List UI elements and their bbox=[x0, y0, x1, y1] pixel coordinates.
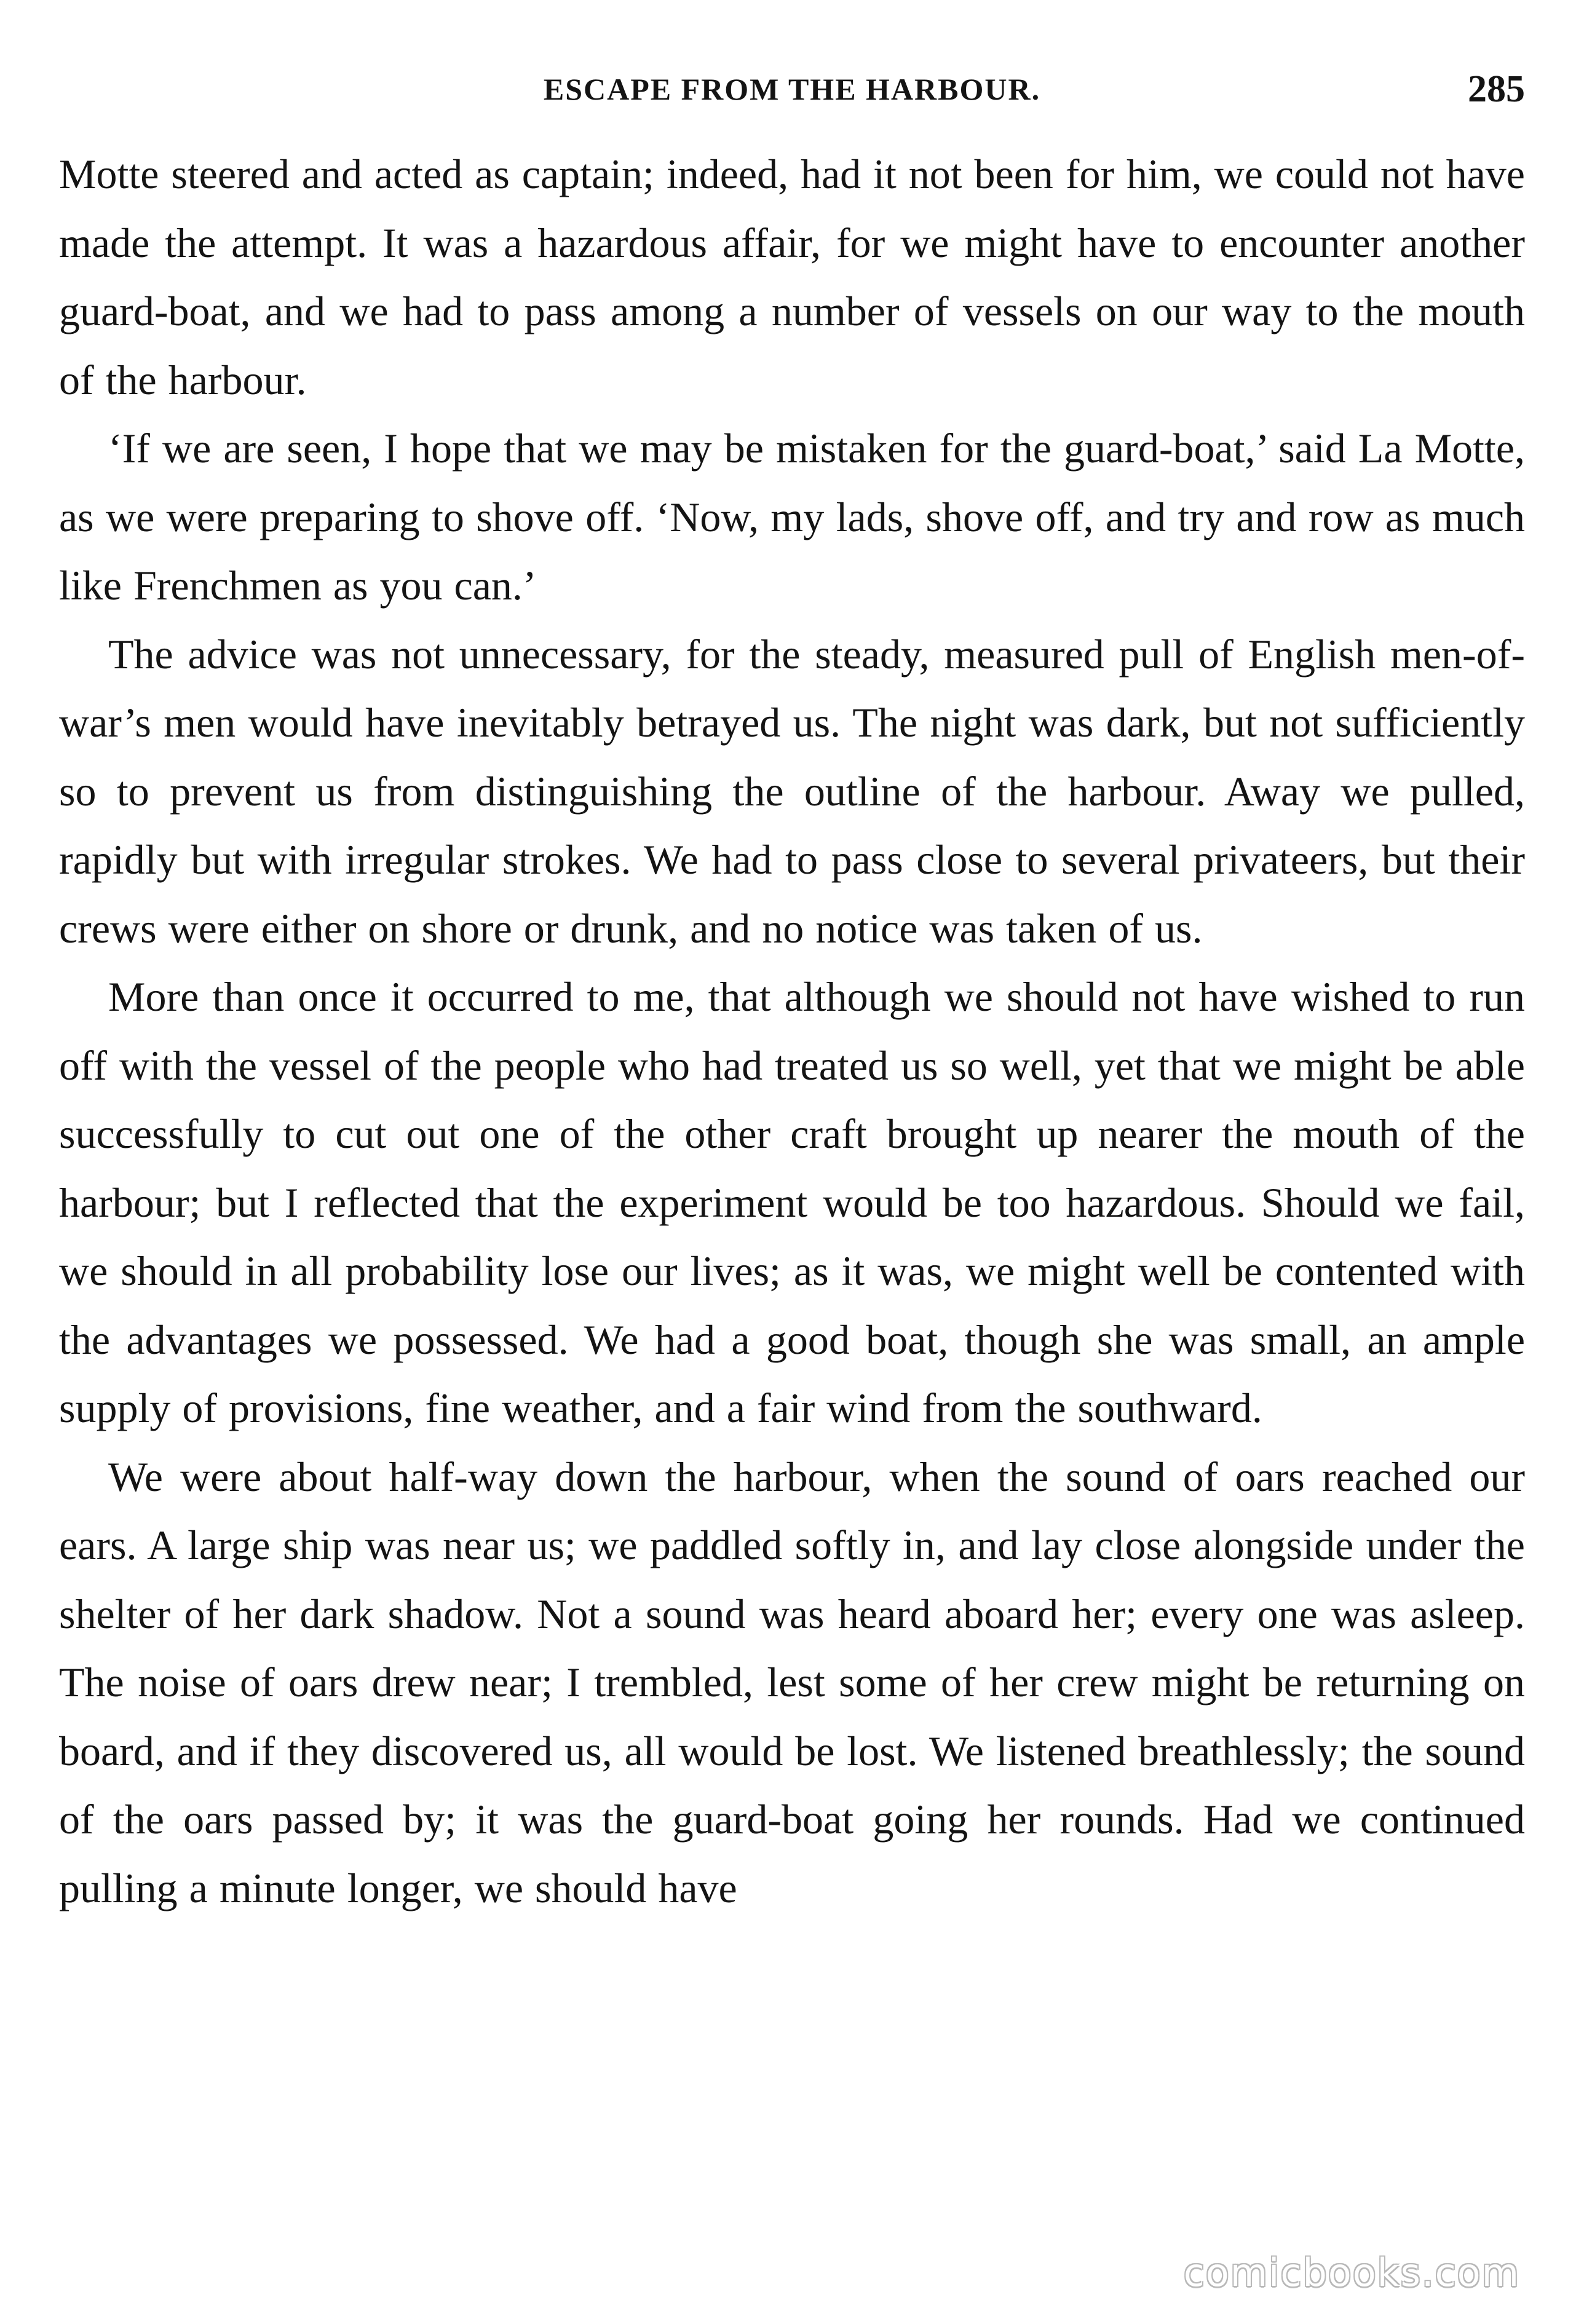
watermark: comicbooks.com bbox=[1183, 2250, 1520, 2295]
paragraph-3: The advice was not unnecessary, for the steady, measured pull of English men-of-war’s men would have inevitably betrayed us. The night was dark, but not sufficiently so to prevent us from distinguishing the outline of the harbour. Away we pulled, rapidly but with irregular strokes. We had to pass close to several privateers, but their crews were either on shore or drunk, and no notice was taken of us. bbox=[59, 630, 1525, 952]
paragraph-1: Motte steered and acted as captain; indeed, had it not been for him, we could not have made the attempt. It was a hazardous affair, for we might have to encounter another guard-boat, and we had to pass among a number of vessels on our way to the mouth of the harbour. bbox=[59, 151, 1525, 403]
paragraph-2: ‘If we are seen, I hope that we may be mistaken for the guard-boat,’ said La Motte, as we were preparing to shove off. ‘Now, my lads, shove off, and try and row as much like Frenchmen as you can.’ bbox=[59, 425, 1525, 609]
page-number: 285 bbox=[1468, 68, 1525, 110]
running-head bbox=[59, 61, 1525, 117]
body-text bbox=[59, 140, 1525, 1923]
paragraph-5: We were about half-way down the harbour, when the sound of oars reached our ears. A large ship was near us; we paddled softly in, and lay close alongside under the shelter of her dark shadow. Not a sound was heard aboard her; every one was asleep. The noise of oars drew near; I trembled, lest some of her crew might be returning on board, and if they discovered us, all would be lost. We listened breathlessly; the sound of the oars passed by; it was the guard-boat going her rounds. Had we continued pulling a minute longer, we should have bbox=[59, 1453, 1525, 1911]
paragraph-4: More than once it occurred to me, that although we should not have wished to run off with the vessel of the people who had treated us so well, yet that we might be able successfully to cut out one of the other craft brought up nearer the mouth of the harbour; but I reflected that the experiment would be too hazardous. Should we fail, we should in all probability lose our lives; as it was, we might well be contented with the advantages we possessed. We had a good boat, though she was small, an ample supply of provisions, fine weather, and a fair wind from the southward. bbox=[59, 973, 1525, 1431]
running-title: ESCAPE FROM THE HARBOUR. bbox=[543, 72, 1041, 106]
